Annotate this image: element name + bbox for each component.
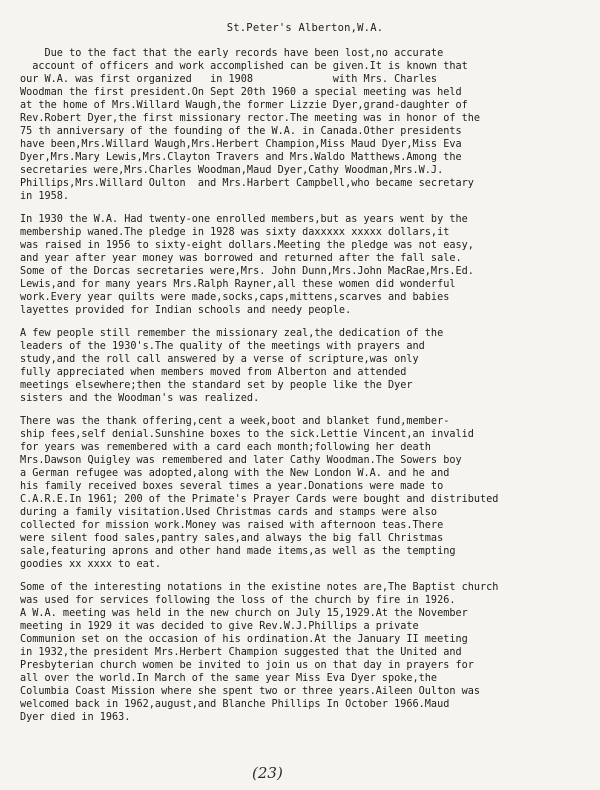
text-line: Columbia Coast Mission where she spent two or three years.Aileen Oulton was	[20, 686, 481, 697]
text-line: Due to the fact that the early records have been lost,no accurate	[20, 48, 444, 59]
text-line: sisters and the Woodman's was realized.	[20, 393, 260, 404]
text-line: and year after year money was borrowed and returned after the fall sale.	[20, 253, 462, 264]
text-line: fully appreciated when members moved from Alberton and attended	[20, 367, 407, 378]
text-line: membership waned.The pledge in 1928 was sixty daxxxxx xxxxx dollars,it	[20, 227, 450, 238]
text-line: Communion set on the occasion of his ordination.At the January II meeting	[20, 634, 468, 645]
text-line: There was the thank offering,cent a week,boot and blanket fund,member-	[20, 416, 450, 427]
paragraph-5	[20, 581, 590, 724]
text-line: were silent food sales,pantry sales,and always the big fall Christmas	[20, 533, 444, 544]
text-line: meetings elsewhere;then the standard set by people like the Dyer	[20, 380, 413, 391]
text-line: was used for services following the loss of the church by fire in 1926.	[20, 595, 456, 606]
text-line: account of officers and work accomplished can be given.It is known that	[20, 61, 468, 72]
text-line: sale,featuring aprons and other hand made items,as well as the tempting	[20, 546, 456, 557]
text-line: collected for mission work.Money was raised with afternoon teas.There	[20, 520, 444, 531]
text-line: Lewis,and for many years Mrs.Ralph Rayner,all these women did wonderful	[20, 279, 456, 290]
text-line: Rev.Robert Dyer,the first missionary rector.The meeting was in honor of the	[20, 113, 481, 124]
text-line: meeting in 1929 it was decided to give Rev.W.J.Phillips a private	[20, 621, 419, 632]
text-line: Presbyterian church women be invited to join us on that day in prayers for	[20, 660, 474, 671]
text-line: goodies xx xxxx to eat.	[20, 559, 162, 570]
text-line: Some of the Dorcas secretaries were,Mrs. John Dunn,Mrs.John MacRae,Mrs.Ed.	[20, 266, 474, 277]
text-line: Some of the interesting notations in the existine notes are,The Baptist church	[20, 582, 499, 593]
text-line: in 1932,the president Mrs.Herbert Champion suggested that the United and	[20, 647, 462, 658]
text-line: A W.A. meeting was held in the new church on July 15,1929.At the November	[20, 608, 468, 619]
text-line: C.A.R.E.In 1961; 200 of the Primate's Prayer Cards were bought and distributed	[20, 494, 499, 505]
text-line: Mrs.Dawson Quigley was remembered and later Cathy Woodman.The Sowers boy	[20, 455, 462, 466]
text-line: 75 th anniversary of the founding of the W.A. in Canada.Other presidents	[20, 126, 462, 137]
text-line: leaders of the 1930's.The quality of the meetings with prayers and	[20, 341, 425, 352]
document-title: St.Peter's Alberton,W.A.	[226, 22, 384, 34]
text-line: our W.A. was first organized in 1908 with Mrs. Charles	[20, 74, 438, 85]
text-line: a German refugee was adopted,along with the New London W.A. and he and	[20, 468, 450, 479]
text-line: Dyer died in 1963.	[20, 712, 131, 723]
page-number: (23)	[252, 764, 283, 782]
text-line: his family received boxes several times a year.Donations were made to	[20, 481, 444, 492]
text-line: during a family visitation.Used Christmas cards and stamps were also	[20, 507, 438, 518]
text-line: at the home of Mrs.Willard Waugh,the former Lizzie Dyer,grand-daughter of	[20, 100, 468, 111]
text-line: secretaries were,Mrs.Charles Woodman,Maud Dyer,Cathy Woodman,Mrs.W.J.	[20, 165, 444, 176]
text-line: have been,Mrs.Willard Waugh,Mrs.Herbert Champion,Miss Maud Dyer,Miss Eva	[20, 139, 462, 150]
text-line: In 1930 the W.A. Had twenty-one enrolled members,but as years went by the	[20, 214, 468, 225]
text-line: ship fees,self denial.Sunshine boxes to the sick.Lettie Vincent,an invalid	[20, 429, 474, 440]
text-line: in 1958.	[20, 191, 70, 202]
text-line: Dyer,Mrs.Mary Lewis,Mrs.Clayton Travers and Mrs.Waldo Matthews.Among the	[20, 152, 462, 163]
text-line: welcomed back in 1962,august,and Blanche Phillips In October 1966.Maud	[20, 699, 450, 710]
text-line: work.Every year quilts were made,socks,caps,mittens,scarves and babies	[20, 292, 450, 303]
text-line: Phillips,Mrs.Willard Oulton and Mrs.Harbert Campbell,who became secretary	[20, 178, 474, 189]
text-line: all over the world.In March of the same year Miss Eva Dyer spoke,the	[20, 673, 438, 684]
text-line: layettes provided for Indian schools and needy people.	[20, 305, 352, 316]
paragraph-2	[20, 213, 590, 317]
text-line: was raised in 1956 to sixty-eight dollars.Meeting the pledge was not easy,	[20, 240, 474, 251]
paragraph-4	[20, 415, 590, 571]
text-line: study,and the roll call answered by a verse of scripture,was only	[20, 354, 419, 365]
paragraph-1	[20, 47, 590, 203]
text-line: Woodman the first president.On Sept 20th 1960 a special meeting was held	[20, 87, 462, 98]
text-line: for years was remembered with a card each month;following her death	[20, 442, 431, 453]
text-line: A few people still remember the missionary zeal,the dedication of the	[20, 328, 444, 339]
paragraph-3	[20, 327, 590, 405]
